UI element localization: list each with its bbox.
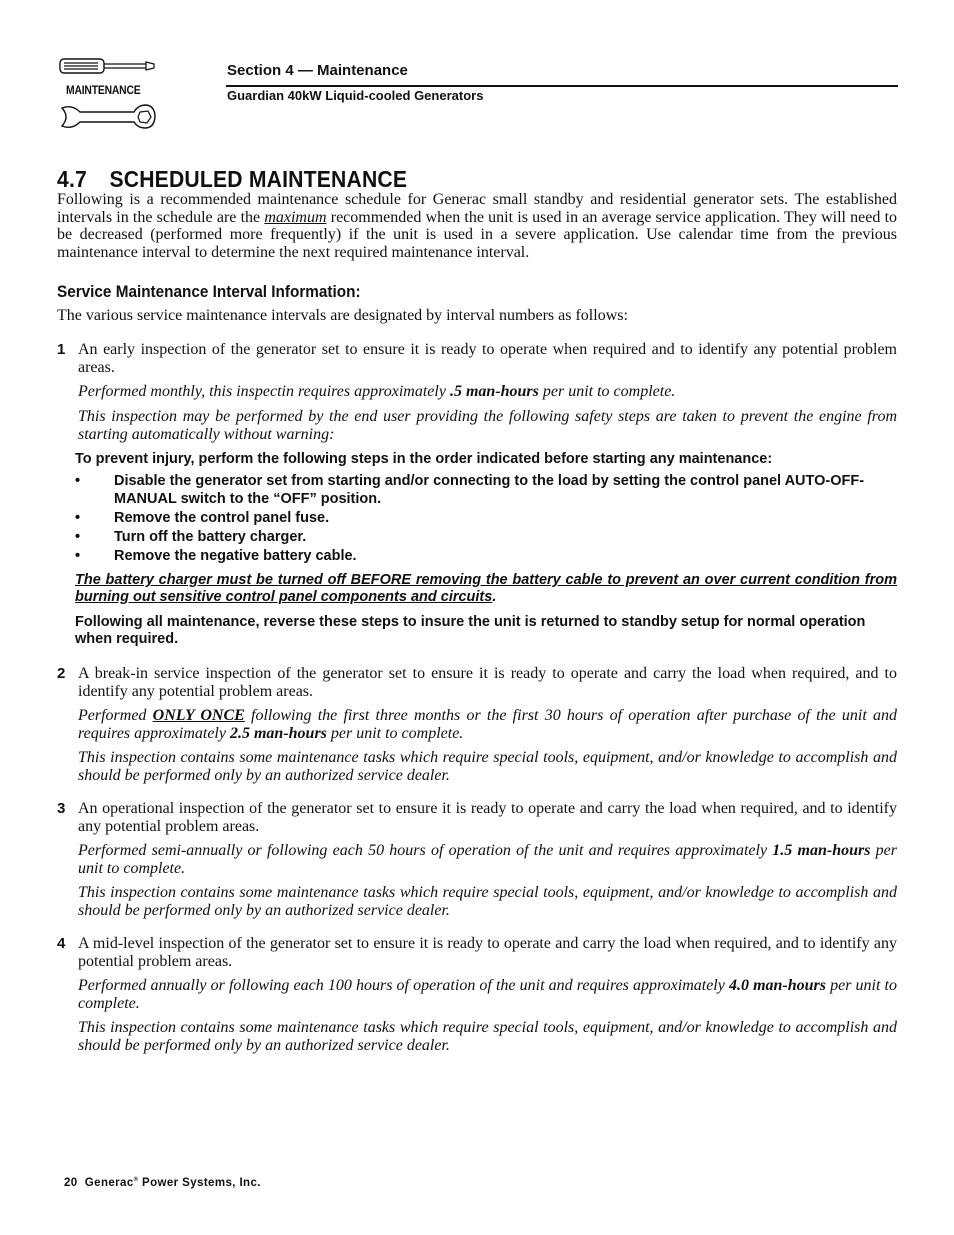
interval-performance: [78, 977, 897, 1012]
registered-mark: ®: [133, 1177, 139, 1184]
bullet-icon: •: [75, 473, 81, 489]
perf-text: following the first three months or the first 30 hours of operation after purchase of the unit and requires approximately: [78, 707, 898, 742]
perf-text: Performed annually or following each 100 hours of operation of the unit and requires approximately: [78, 977, 729, 994]
interval-description: A break-in service inspection of the generator set to ensure it is ready to operate and carry the load when required, and to identify any potential problem areas.: [78, 665, 897, 700]
interval-performance: [78, 383, 897, 401]
intro-text: Following is a recommended maintenance schedule for Generac small standby and residential generator sets. The established intervals in the schedule are the: [57, 191, 897, 226]
page-number: 20: [64, 1177, 78, 1189]
caution-end: .: [492, 589, 497, 605]
safety-step: [75, 528, 897, 546]
bullet-icon: •: [75, 548, 81, 564]
perf-emphasis: ONLY ONCE: [152, 707, 245, 724]
interval-number: 3: [57, 800, 66, 817]
intro-paragraph: [57, 191, 897, 261]
interval-description: A mid-level inspection of the generator set to ensure it is ready to operate and carry the load when required, and to identify any potential problem areas.: [78, 935, 897, 970]
maintenance-logo: [58, 56, 158, 134]
perf-text-end: per unit to complete.: [326, 724, 464, 742]
page-footer: [64, 1177, 261, 1189]
header-divider: [226, 85, 898, 87]
intro-emphasis: maximum: [264, 208, 327, 226]
perf-hours: .5 man-hours: [449, 383, 539, 400]
step-text: Remove the negative battery cable.: [114, 548, 357, 564]
page-title: [57, 166, 407, 193]
perf-text: Performed semi-annually or following each 50 hours of operation of the unit and requires approximately: [78, 842, 773, 859]
interval-description: An early inspection of the generator set to ensure it is ready to operate when required and to identify any potential problem areas.: [78, 341, 897, 376]
title-text: SCHEDULED MAINTENANCE: [109, 166, 408, 192]
perf-text: Performed: [78, 707, 153, 724]
perf-text-end: per unit to complete.: [78, 977, 897, 1012]
bullet-icon: •: [75, 510, 81, 526]
perf-text: Performed monthly, this inspectin requires approximately: [78, 383, 450, 400]
safety-step: [75, 547, 897, 565]
interval-number: 1: [57, 341, 66, 358]
step-text: Disable the generator set from starting and/or connecting to the load by setting the control panel AUTO-OFF-MANUAL switch to the “OFF” position.: [114, 473, 865, 507]
document-subtitle: Guardian 40kW Liquid-cooled Generators: [227, 88, 484, 103]
bullet-icon: •: [75, 529, 81, 545]
interval-performance: [78, 707, 897, 742]
interval-number: 2: [57, 665, 66, 682]
subheading: Service Maintenance Interval Information:: [57, 282, 361, 301]
step-text: Turn off the battery charger.: [114, 529, 307, 545]
caution-note: [75, 572, 897, 606]
interval-performance: [78, 842, 897, 877]
section-title: Section 4 — Maintenance: [227, 62, 408, 79]
safety-heading: To prevent injury, perform the following steps in the order indicated before starting any maintenance:: [75, 451, 773, 467]
perf-hours: 2.5 man-hours: [229, 724, 327, 742]
interval-number: 4: [57, 935, 66, 952]
intro-text-end: recommended when the unit is used in an average service application. They will need to be decreased (performed more frequently) if the unit is used in a severe application. Use calendar time from the previous maintenance interval to determine the next required maintenance interval.: [57, 208, 898, 261]
footer-company: Generac: [84, 1177, 134, 1189]
interval-description: An operational inspection of the generator set to ensure it is ready to operate and carry the load when required, and to identify any potential problem areas.: [78, 800, 897, 835]
post-maintenance-note: Following all maintenance, reverse these steps to insure the unit is returned to standby setup for normal operation when required.: [75, 614, 866, 647]
perf-text-end: per unit to complete.: [78, 842, 898, 877]
interval-note: This inspection contains some maintenance tasks which require special tools, equipment, and/or knowledge to accomplish and should be performed only by an authorized service dealer.: [78, 1019, 897, 1054]
lead-paragraph: The various service maintenance intervals are designated by interval numbers as follows:: [57, 307, 628, 324]
screwdriver-icon: [58, 56, 158, 78]
title-number: 4.7: [57, 166, 87, 192]
perf-hours: 4.0 man-hours: [728, 977, 826, 994]
interval-note: This inspection may be performed by the end user providing the following safety steps are taken to prevent the engine from starting automatically without warning:: [78, 408, 897, 443]
interval-note: This inspection contains some maintenance tasks which require special tools, equipment, and/or knowledge to accomplish and should be performed only by an authorized service dealer.: [78, 884, 897, 919]
safety-step: [75, 472, 897, 508]
logo-label: MAINTENANCE: [66, 85, 141, 97]
step-text: Remove the control panel fuse.: [114, 510, 330, 526]
safety-step: [75, 509, 897, 527]
perf-text-end: per unit to complete.: [538, 383, 676, 400]
wrench-icon: [58, 102, 158, 132]
perf-hours: 1.5 man-hours: [772, 842, 871, 859]
caution-text: The battery charger must be turned off BEFORE removing the battery cable to prevent an over current condition from burning out sensitive control panel components and circuits: [75, 572, 897, 605]
interval-note: This inspection contains some maintenance tasks which require special tools, equipment, and/or knowledge to accomplish and should be performed only by an authorized service dealer.: [78, 749, 897, 784]
footer-company-rest: Power Systems, Inc.: [138, 1177, 261, 1189]
